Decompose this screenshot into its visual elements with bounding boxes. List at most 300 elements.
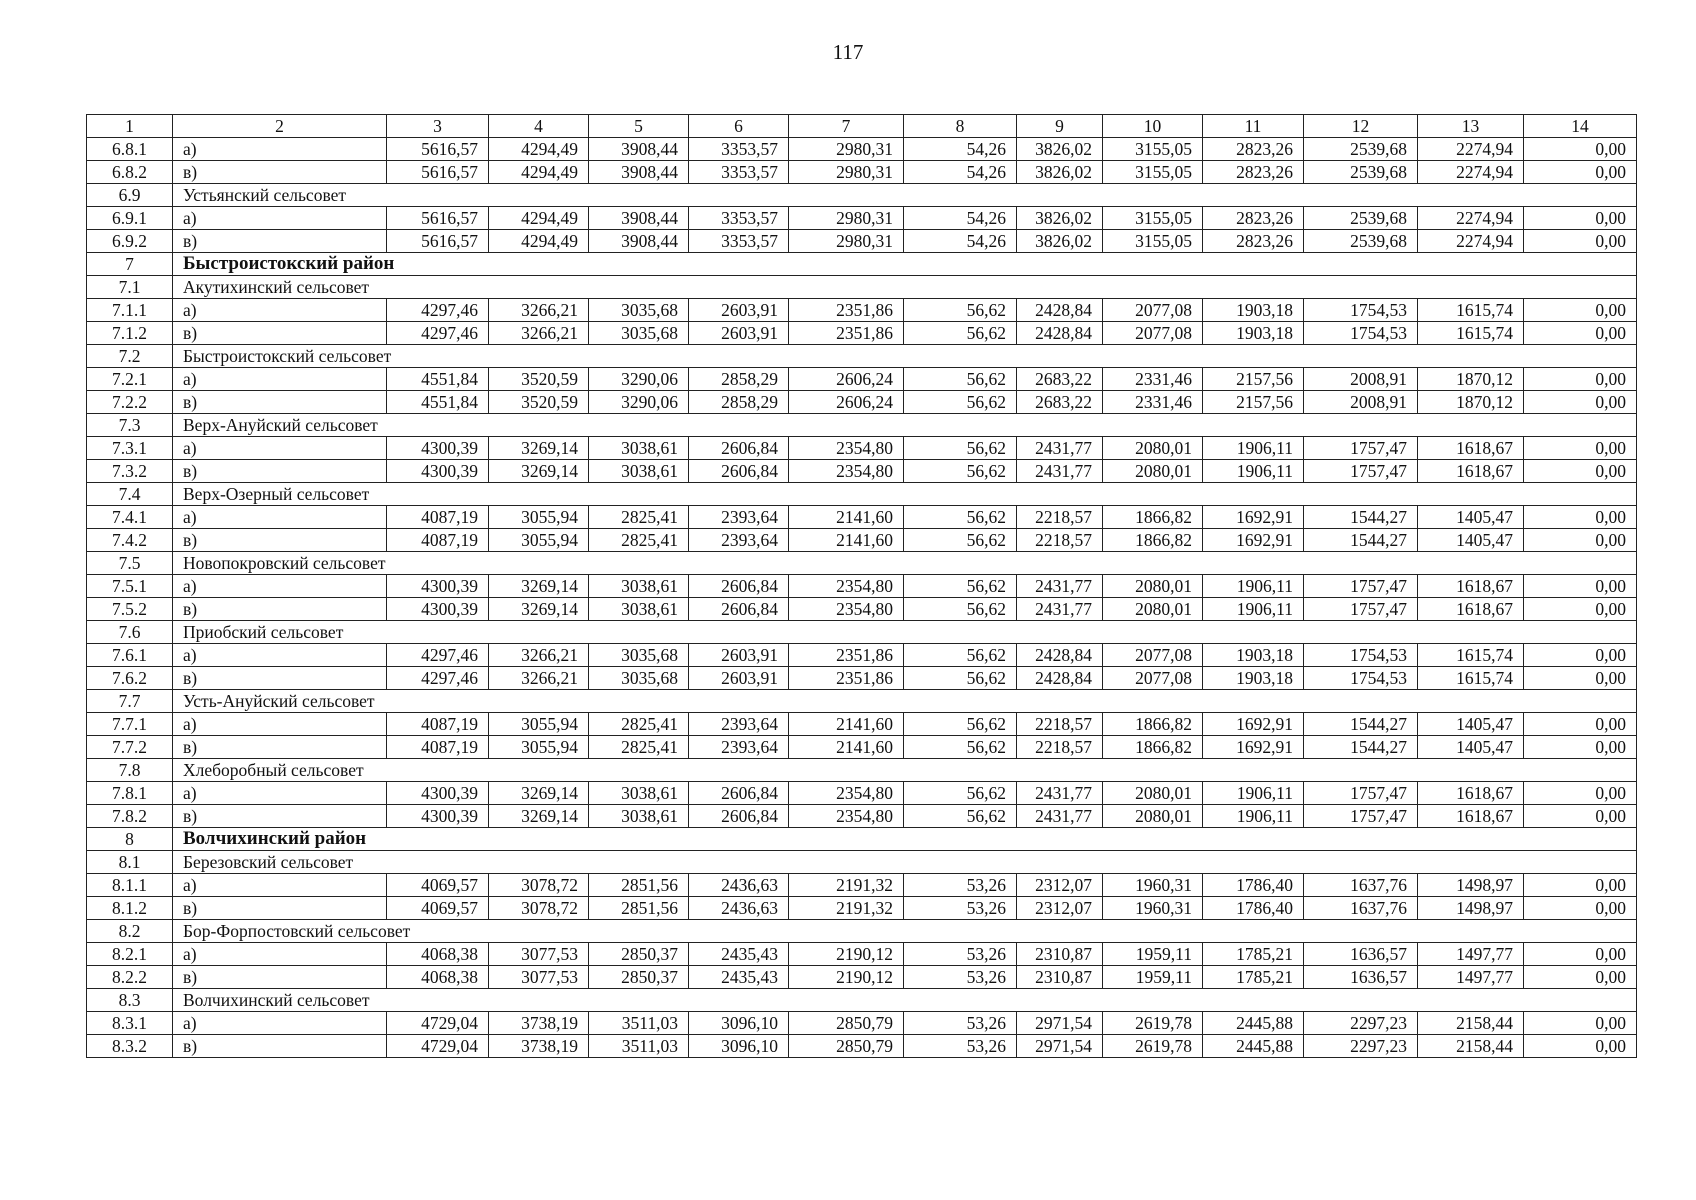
value-cell: 3055,94 <box>489 506 589 529</box>
value-cell: 1618,67 <box>1418 437 1524 460</box>
value-cell: 2603,91 <box>689 322 789 345</box>
value-cell: 2331,46 <box>1103 368 1203 391</box>
value-cell: 4551,84 <box>387 391 489 414</box>
value-cell: 2008,91 <box>1304 368 1418 391</box>
value-cell: 2157,56 <box>1203 368 1304 391</box>
section-title: Волчихинский сельсовет <box>173 989 1637 1012</box>
value-cell: 53,26 <box>904 1035 1017 1058</box>
table-row <box>87 161 1637 184</box>
value-cell: 2393,64 <box>689 529 789 552</box>
value-cell: 2351,86 <box>789 299 904 322</box>
value-cell: 2393,64 <box>689 736 789 759</box>
row-label: в) <box>173 598 387 621</box>
table-row <box>87 322 1637 345</box>
value-cell: 3269,14 <box>489 460 589 483</box>
value-cell: 0,00 <box>1524 529 1637 552</box>
value-cell: 2850,79 <box>789 1035 904 1058</box>
value-cell: 4294,49 <box>489 161 589 184</box>
value-cell: 1636,57 <box>1304 943 1418 966</box>
value-cell: 2218,57 <box>1017 529 1103 552</box>
row-code: 8.1.2 <box>87 897 173 920</box>
row-code: 8.3.2 <box>87 1035 173 1058</box>
value-cell: 2825,41 <box>589 506 689 529</box>
value-cell: 4300,39 <box>387 598 489 621</box>
value-cell: 2428,84 <box>1017 322 1103 345</box>
row-code: 8.3 <box>87 989 173 1012</box>
value-cell: 3155,05 <box>1103 138 1203 161</box>
value-cell: 2190,12 <box>789 966 904 989</box>
row-label: а) <box>173 138 387 161</box>
value-cell: 2351,86 <box>789 322 904 345</box>
value-cell: 54,26 <box>904 207 1017 230</box>
value-cell: 56,62 <box>904 437 1017 460</box>
value-cell: 2606,84 <box>689 805 789 828</box>
value-cell: 2980,31 <box>789 230 904 253</box>
value-cell: 3738,19 <box>489 1012 589 1035</box>
value-cell: 3155,05 <box>1103 161 1203 184</box>
value-cell: 2683,22 <box>1017 368 1103 391</box>
value-cell: 1405,47 <box>1418 713 1524 736</box>
column-header: 6 <box>689 115 789 138</box>
value-cell: 1754,53 <box>1304 322 1418 345</box>
section-title: Хлеборобный сельсовет <box>173 759 1637 782</box>
value-cell: 4087,19 <box>387 713 489 736</box>
value-cell: 2331,46 <box>1103 391 1203 414</box>
value-cell: 3038,61 <box>589 782 689 805</box>
value-cell: 3038,61 <box>589 598 689 621</box>
row-label: а) <box>173 299 387 322</box>
value-cell: 0,00 <box>1524 874 1637 897</box>
value-cell: 1618,67 <box>1418 805 1524 828</box>
value-cell: 0,00 <box>1524 437 1637 460</box>
row-code: 7.1.2 <box>87 322 173 345</box>
value-cell: 0,00 <box>1524 805 1637 828</box>
value-cell: 1903,18 <box>1203 322 1304 345</box>
value-cell: 1959,11 <box>1103 943 1203 966</box>
value-cell: 4297,46 <box>387 322 489 345</box>
value-cell: 53,26 <box>904 1012 1017 1035</box>
value-cell: 2428,84 <box>1017 667 1103 690</box>
value-cell: 5616,57 <box>387 230 489 253</box>
table-row <box>87 667 1637 690</box>
row-label: а) <box>173 368 387 391</box>
value-cell: 56,62 <box>904 391 1017 414</box>
value-cell: 1786,40 <box>1203 897 1304 920</box>
value-cell: 56,62 <box>904 575 1017 598</box>
value-cell: 0,00 <box>1524 736 1637 759</box>
row-code: 7.4 <box>87 483 173 506</box>
value-cell: 2191,32 <box>789 874 904 897</box>
section-title: Новопокровский сельсовет <box>173 552 1637 575</box>
value-cell: 56,62 <box>904 598 1017 621</box>
value-cell: 4087,19 <box>387 506 489 529</box>
value-cell: 2080,01 <box>1103 782 1203 805</box>
value-cell: 2431,77 <box>1017 437 1103 460</box>
table-row <box>87 736 1637 759</box>
table-row <box>87 368 1637 391</box>
column-header: 8 <box>904 115 1017 138</box>
value-cell: 3353,57 <box>689 138 789 161</box>
row-code: 7 <box>87 253 173 276</box>
value-cell: 2539,68 <box>1304 138 1418 161</box>
value-cell: 2606,24 <box>789 368 904 391</box>
value-cell: 1637,76 <box>1304 874 1418 897</box>
row-code: 7.2.2 <box>87 391 173 414</box>
value-cell: 2354,80 <box>789 782 904 805</box>
value-cell: 1692,91 <box>1203 529 1304 552</box>
value-cell: 3035,68 <box>589 667 689 690</box>
value-cell: 1959,11 <box>1103 966 1203 989</box>
row-code: 7.2 <box>87 345 173 368</box>
value-cell: 1866,82 <box>1103 736 1203 759</box>
value-cell: 1544,27 <box>1304 713 1418 736</box>
value-cell: 1960,31 <box>1103 874 1203 897</box>
value-cell: 2393,64 <box>689 713 789 736</box>
value-cell: 56,62 <box>904 368 1017 391</box>
value-cell: 1497,77 <box>1418 943 1524 966</box>
value-cell: 4300,39 <box>387 805 489 828</box>
value-cell: 1870,12 <box>1418 368 1524 391</box>
district-row <box>87 253 1637 276</box>
value-cell: 4297,46 <box>387 644 489 667</box>
value-cell: 1906,11 <box>1203 598 1304 621</box>
value-cell: 3269,14 <box>489 575 589 598</box>
row-label: а) <box>173 874 387 897</box>
value-cell: 4294,49 <box>489 138 589 161</box>
column-header: 7 <box>789 115 904 138</box>
value-cell: 1866,82 <box>1103 529 1203 552</box>
value-cell: 1785,21 <box>1203 966 1304 989</box>
value-cell: 2850,37 <box>589 943 689 966</box>
row-label: а) <box>173 644 387 667</box>
value-cell: 3269,14 <box>489 437 589 460</box>
value-cell: 2274,94 <box>1418 207 1524 230</box>
value-cell: 3269,14 <box>489 598 589 621</box>
value-cell: 1405,47 <box>1418 529 1524 552</box>
table-row <box>87 575 1637 598</box>
value-cell: 1757,47 <box>1304 782 1418 805</box>
value-cell: 2823,26 <box>1203 230 1304 253</box>
value-cell: 0,00 <box>1524 207 1637 230</box>
row-label: в) <box>173 667 387 690</box>
value-cell: 0,00 <box>1524 299 1637 322</box>
value-cell: 2312,07 <box>1017 874 1103 897</box>
value-cell: 2445,88 <box>1203 1035 1304 1058</box>
value-cell: 2310,87 <box>1017 966 1103 989</box>
value-cell: 1757,47 <box>1304 460 1418 483</box>
value-cell: 3038,61 <box>589 575 689 598</box>
table-row <box>87 230 1637 253</box>
value-cell: 2431,77 <box>1017 598 1103 621</box>
value-cell: 1618,67 <box>1418 575 1524 598</box>
value-cell: 0,00 <box>1524 230 1637 253</box>
value-cell: 0,00 <box>1524 368 1637 391</box>
section-title: Верх-Озерный сельсовет <box>173 483 1637 506</box>
value-cell: 2825,41 <box>589 736 689 759</box>
row-label: в) <box>173 322 387 345</box>
section-row <box>87 276 1637 299</box>
row-code: 7.7 <box>87 690 173 713</box>
value-cell: 2312,07 <box>1017 897 1103 920</box>
value-cell: 2606,84 <box>689 598 789 621</box>
row-label: в) <box>173 1035 387 1058</box>
value-cell: 2354,80 <box>789 460 904 483</box>
section-title: Березовский сельсовет <box>173 851 1637 874</box>
table-row <box>87 460 1637 483</box>
district-title: Быстроистокский район <box>173 253 1637 276</box>
value-cell: 2825,41 <box>589 529 689 552</box>
section-title: Акутихинский сельсовет <box>173 276 1637 299</box>
value-cell: 1786,40 <box>1203 874 1304 897</box>
column-header: 4 <box>489 115 589 138</box>
row-label: а) <box>173 713 387 736</box>
value-cell: 2354,80 <box>789 437 904 460</box>
value-cell: 3155,05 <box>1103 207 1203 230</box>
column-header: 5 <box>589 115 689 138</box>
value-cell: 3908,44 <box>589 138 689 161</box>
row-code: 7.2.1 <box>87 368 173 391</box>
row-code: 7.3 <box>87 414 173 437</box>
value-cell: 2158,44 <box>1418 1035 1524 1058</box>
table-body <box>87 115 1637 1058</box>
value-cell: 2606,84 <box>689 575 789 598</box>
value-cell: 56,62 <box>904 322 1017 345</box>
value-cell: 1757,47 <box>1304 805 1418 828</box>
value-cell: 56,62 <box>904 667 1017 690</box>
value-cell: 2080,01 <box>1103 805 1203 828</box>
table-row <box>87 966 1637 989</box>
row-code: 8.1.1 <box>87 874 173 897</box>
value-cell: 3035,68 <box>589 644 689 667</box>
value-cell: 4087,19 <box>387 529 489 552</box>
row-label: а) <box>173 782 387 805</box>
value-cell: 4300,39 <box>387 782 489 805</box>
value-cell: 2850,79 <box>789 1012 904 1035</box>
value-cell: 5616,57 <box>387 161 489 184</box>
value-cell: 1906,11 <box>1203 805 1304 828</box>
value-cell: 2393,64 <box>689 506 789 529</box>
value-cell: 4729,04 <box>387 1012 489 1035</box>
value-cell: 0,00 <box>1524 460 1637 483</box>
value-cell: 56,62 <box>904 299 1017 322</box>
value-cell: 2980,31 <box>789 207 904 230</box>
row-label: в) <box>173 391 387 414</box>
value-cell: 1903,18 <box>1203 667 1304 690</box>
row-code: 7.1.1 <box>87 299 173 322</box>
district-row <box>87 828 1637 851</box>
value-cell: 0,00 <box>1524 897 1637 920</box>
row-label: а) <box>173 437 387 460</box>
value-cell: 3038,61 <box>589 805 689 828</box>
value-cell: 2297,23 <box>1304 1012 1418 1035</box>
value-cell: 3077,53 <box>489 966 589 989</box>
value-cell: 1903,18 <box>1203 299 1304 322</box>
value-cell: 1615,74 <box>1418 644 1524 667</box>
value-cell: 0,00 <box>1524 782 1637 805</box>
value-cell: 4297,46 <box>387 299 489 322</box>
value-cell: 4087,19 <box>387 736 489 759</box>
value-cell: 2858,29 <box>689 368 789 391</box>
value-cell: 1906,11 <box>1203 575 1304 598</box>
table-row <box>87 207 1637 230</box>
value-cell: 1637,76 <box>1304 897 1418 920</box>
value-cell: 3055,94 <box>489 736 589 759</box>
value-cell: 2008,91 <box>1304 391 1418 414</box>
value-cell: 1618,67 <box>1418 460 1524 483</box>
value-cell: 2190,12 <box>789 943 904 966</box>
value-cell: 3908,44 <box>589 207 689 230</box>
row-code: 7.6 <box>87 621 173 644</box>
column-header: 3 <box>387 115 489 138</box>
value-cell: 3266,21 <box>489 299 589 322</box>
table-row <box>87 529 1637 552</box>
value-cell: 4300,39 <box>387 437 489 460</box>
row-code: 8.1 <box>87 851 173 874</box>
section-title: Быстроистокский сельсовет <box>173 345 1637 368</box>
value-cell: 2141,60 <box>789 713 904 736</box>
value-cell: 1754,53 <box>1304 644 1418 667</box>
value-cell: 4300,39 <box>387 575 489 598</box>
row-code: 8.2.2 <box>87 966 173 989</box>
section-row <box>87 690 1637 713</box>
value-cell: 2157,56 <box>1203 391 1304 414</box>
row-code: 8 <box>87 828 173 851</box>
row-label: в) <box>173 736 387 759</box>
row-label: а) <box>173 1012 387 1035</box>
value-cell: 2141,60 <box>789 529 904 552</box>
table-row <box>87 805 1637 828</box>
value-cell: 2823,26 <box>1203 207 1304 230</box>
column-header: 12 <box>1304 115 1418 138</box>
value-cell: 2297,23 <box>1304 1035 1418 1058</box>
tariff-table <box>86 114 1637 1058</box>
value-cell: 2431,77 <box>1017 575 1103 598</box>
table-row <box>87 506 1637 529</box>
value-cell: 2436,63 <box>689 874 789 897</box>
value-cell: 1906,11 <box>1203 782 1304 805</box>
column-header: 13 <box>1418 115 1524 138</box>
value-cell: 2851,56 <box>589 897 689 920</box>
value-cell: 2851,56 <box>589 874 689 897</box>
section-row <box>87 414 1637 437</box>
row-code: 8.2 <box>87 920 173 943</box>
value-cell: 2310,87 <box>1017 943 1103 966</box>
value-cell: 0,00 <box>1524 138 1637 161</box>
value-cell: 3826,02 <box>1017 138 1103 161</box>
value-cell: 3353,57 <box>689 230 789 253</box>
row-label: а) <box>173 575 387 598</box>
value-cell: 4068,38 <box>387 966 489 989</box>
value-cell: 3269,14 <box>489 782 589 805</box>
value-cell: 2980,31 <box>789 138 904 161</box>
value-cell: 3078,72 <box>489 874 589 897</box>
value-cell: 2354,80 <box>789 598 904 621</box>
row-code: 8.2.1 <box>87 943 173 966</box>
value-cell: 1497,77 <box>1418 966 1524 989</box>
column-header: 9 <box>1017 115 1103 138</box>
row-label: в) <box>173 966 387 989</box>
value-cell: 2191,32 <box>789 897 904 920</box>
value-cell: 56,62 <box>904 460 1017 483</box>
value-cell: 1405,47 <box>1418 506 1524 529</box>
value-cell: 2850,37 <box>589 966 689 989</box>
value-cell: 2823,26 <box>1203 138 1304 161</box>
value-cell: 2080,01 <box>1103 437 1203 460</box>
value-cell: 0,00 <box>1524 161 1637 184</box>
row-label: а) <box>173 207 387 230</box>
row-code: 6.9.2 <box>87 230 173 253</box>
value-cell: 2683,22 <box>1017 391 1103 414</box>
row-label: а) <box>173 506 387 529</box>
value-cell: 3096,10 <box>689 1012 789 1035</box>
value-cell: 1960,31 <box>1103 897 1203 920</box>
value-cell: 2606,84 <box>689 437 789 460</box>
section-row <box>87 621 1637 644</box>
value-cell: 3520,59 <box>489 391 589 414</box>
row-label: в) <box>173 460 387 483</box>
row-code: 8.3.1 <box>87 1012 173 1035</box>
value-cell: 3353,57 <box>689 161 789 184</box>
value-cell: 2428,84 <box>1017 299 1103 322</box>
value-cell: 3353,57 <box>689 207 789 230</box>
section-title: Усть-Ануйский сельсовет <box>173 690 1637 713</box>
value-cell: 3269,14 <box>489 805 589 828</box>
value-cell: 1636,57 <box>1304 966 1418 989</box>
value-cell: 1906,11 <box>1203 437 1304 460</box>
value-cell: 2077,08 <box>1103 322 1203 345</box>
value-cell: 3511,03 <box>589 1035 689 1058</box>
section-title: Верх-Ануйский сельсовет <box>173 414 1637 437</box>
section-title: Приобский сельсовет <box>173 621 1637 644</box>
row-label: в) <box>173 529 387 552</box>
value-cell: 4294,49 <box>489 207 589 230</box>
value-cell: 2539,68 <box>1304 161 1418 184</box>
value-cell: 53,26 <box>904 897 1017 920</box>
value-cell: 56,62 <box>904 506 1017 529</box>
value-cell: 2435,43 <box>689 966 789 989</box>
value-cell: 56,62 <box>904 713 1017 736</box>
row-code: 7.6.1 <box>87 644 173 667</box>
value-cell: 1757,47 <box>1304 598 1418 621</box>
value-cell: 2158,44 <box>1418 1012 1524 1035</box>
value-cell: 1692,91 <box>1203 713 1304 736</box>
value-cell: 2825,41 <box>589 713 689 736</box>
value-cell: 0,00 <box>1524 644 1637 667</box>
value-cell: 4068,38 <box>387 943 489 966</box>
value-cell: 2351,86 <box>789 644 904 667</box>
value-cell: 3908,44 <box>589 230 689 253</box>
value-cell: 3038,61 <box>589 437 689 460</box>
value-cell: 2606,84 <box>689 782 789 805</box>
value-cell: 3290,06 <box>589 368 689 391</box>
value-cell: 4069,57 <box>387 874 489 897</box>
value-cell: 2218,57 <box>1017 713 1103 736</box>
value-cell: 2606,84 <box>689 460 789 483</box>
value-cell: 1903,18 <box>1203 644 1304 667</box>
value-cell: 2077,08 <box>1103 299 1203 322</box>
value-cell: 1754,53 <box>1304 299 1418 322</box>
section-row <box>87 851 1637 874</box>
column-header: 11 <box>1203 115 1304 138</box>
section-row <box>87 552 1637 575</box>
value-cell: 1618,67 <box>1418 598 1524 621</box>
table-row <box>87 138 1637 161</box>
table-row <box>87 782 1637 805</box>
value-cell: 1906,11 <box>1203 460 1304 483</box>
value-cell: 2603,91 <box>689 299 789 322</box>
value-cell: 2445,88 <box>1203 1012 1304 1035</box>
value-cell: 56,62 <box>904 736 1017 759</box>
